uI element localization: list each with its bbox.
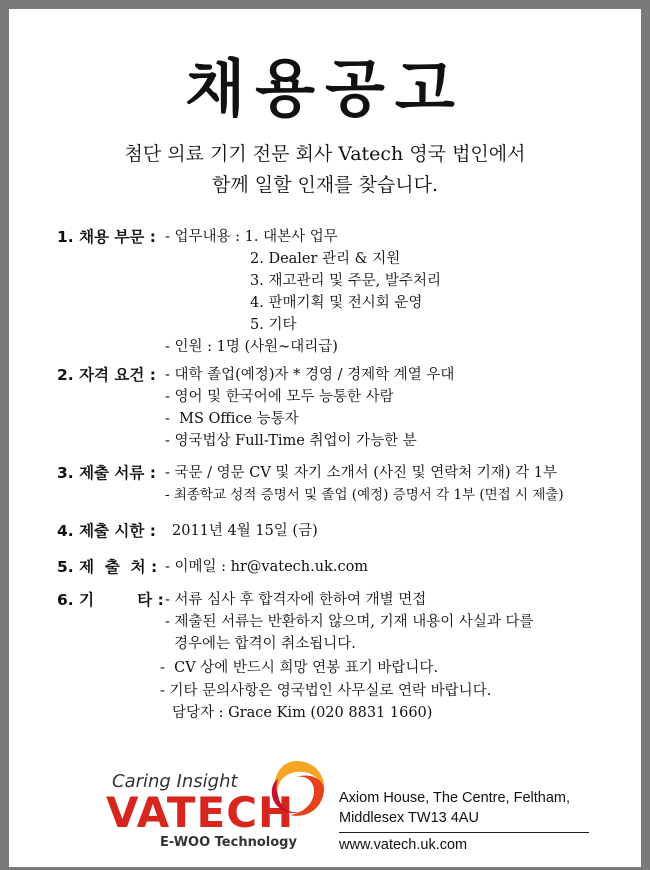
- section-1-line: 5. 기타: [250, 317, 297, 333]
- logo-tagline: Caring Insight: [112, 771, 238, 792]
- section-4-line: 2011년 4월 15일 (금): [172, 523, 318, 539]
- section-1-heading: 1. 채용 부문 :: [57, 228, 156, 246]
- logo-swirl-icon: [262, 755, 332, 825]
- section-6-line: - 제출된 서류는 반환하지 않으며, 기재 내용이 사실과 다를: [165, 614, 534, 630]
- logo-swirl-segment: [272, 779, 302, 813]
- address-line-1: Axiom House, The Centre, Feltham,: [339, 790, 571, 806]
- section-3-heading: 3. 제출 서류 :: [57, 464, 156, 482]
- section-1-line: 2. Dealer 관리 & 지원: [250, 251, 401, 267]
- logo-brand: VATECH: [106, 788, 295, 837]
- section-3-line: - 국문 / 영문 CV 및 자기 소개서 (사진 및 연락처 기재) 각 1부: [165, 465, 557, 481]
- page-title: 채용공고: [185, 52, 465, 125]
- section-2-line: - 영어 및 한국어에 모두 능통한 사람: [165, 389, 394, 405]
- section-2-line: - 대학 졸업(예정)자 * 경영 / 경제학 계열 우대: [165, 367, 455, 383]
- intro-line-1: 첨단 의료 기기 전문 회사 Vatech 영국 법인에서: [124, 143, 526, 165]
- section-6-line: 담당자 : Grace Kim (020 8831 1660): [172, 705, 433, 721]
- section-6-line: - 기타 문의사항은 영국법인 사무실로 연락 바랍니다.: [160, 683, 492, 699]
- section-6-heading: 6. 기 타 :: [57, 591, 164, 609]
- address-divider: [339, 832, 589, 833]
- logo-subtitle: E-WOO Technology: [160, 835, 297, 850]
- section-6-line: - 서류 심사 후 합격자에 한하여 개별 면접: [165, 592, 427, 608]
- intro-line-2: 함께 일할 인재를 찾습니다.: [211, 174, 439, 196]
- section-2-heading: 2. 자격 요건 :: [57, 366, 156, 384]
- section-1-line: 4. 판매기획 및 전시회 운영: [250, 295, 423, 311]
- section-6-line: 경우에는 합격이 취소됩니다.: [174, 636, 356, 652]
- section-3-line: - 최종학교 성적 증명서 및 졸업 (예정) 증명서 각 1부 (면접 시 제출): [165, 487, 564, 503]
- section-1-line: - 업무내용 : 1. 대본사 업무: [165, 229, 338, 245]
- address-line-2: Middlesex TW13 4AU: [339, 810, 479, 826]
- section-4-heading: 4. 제출 시한 :: [57, 522, 156, 540]
- section-2-line: - 영국법상 Full-Time 취업이 가능한 분: [165, 433, 417, 449]
- section-1-line: 3. 재고관리 및 주문, 발주처리: [250, 273, 441, 289]
- section-1-line: - 인원 : 1명 (사원~대리급): [165, 339, 338, 355]
- section-6-line: - CV 상에 반드시 희망 연봉 표기 바랍니다.: [160, 660, 439, 676]
- section-2-line: - MS Office 능통자: [165, 411, 299, 427]
- section-5-line: - 이메일 : hr@vatech.uk.com: [165, 559, 369, 575]
- section-5-heading: 5. 제 출 처 :: [57, 558, 158, 576]
- logo-swirl-segment: [290, 776, 324, 816]
- website-link[interactable]: www.vatech.uk.com: [339, 837, 468, 853]
